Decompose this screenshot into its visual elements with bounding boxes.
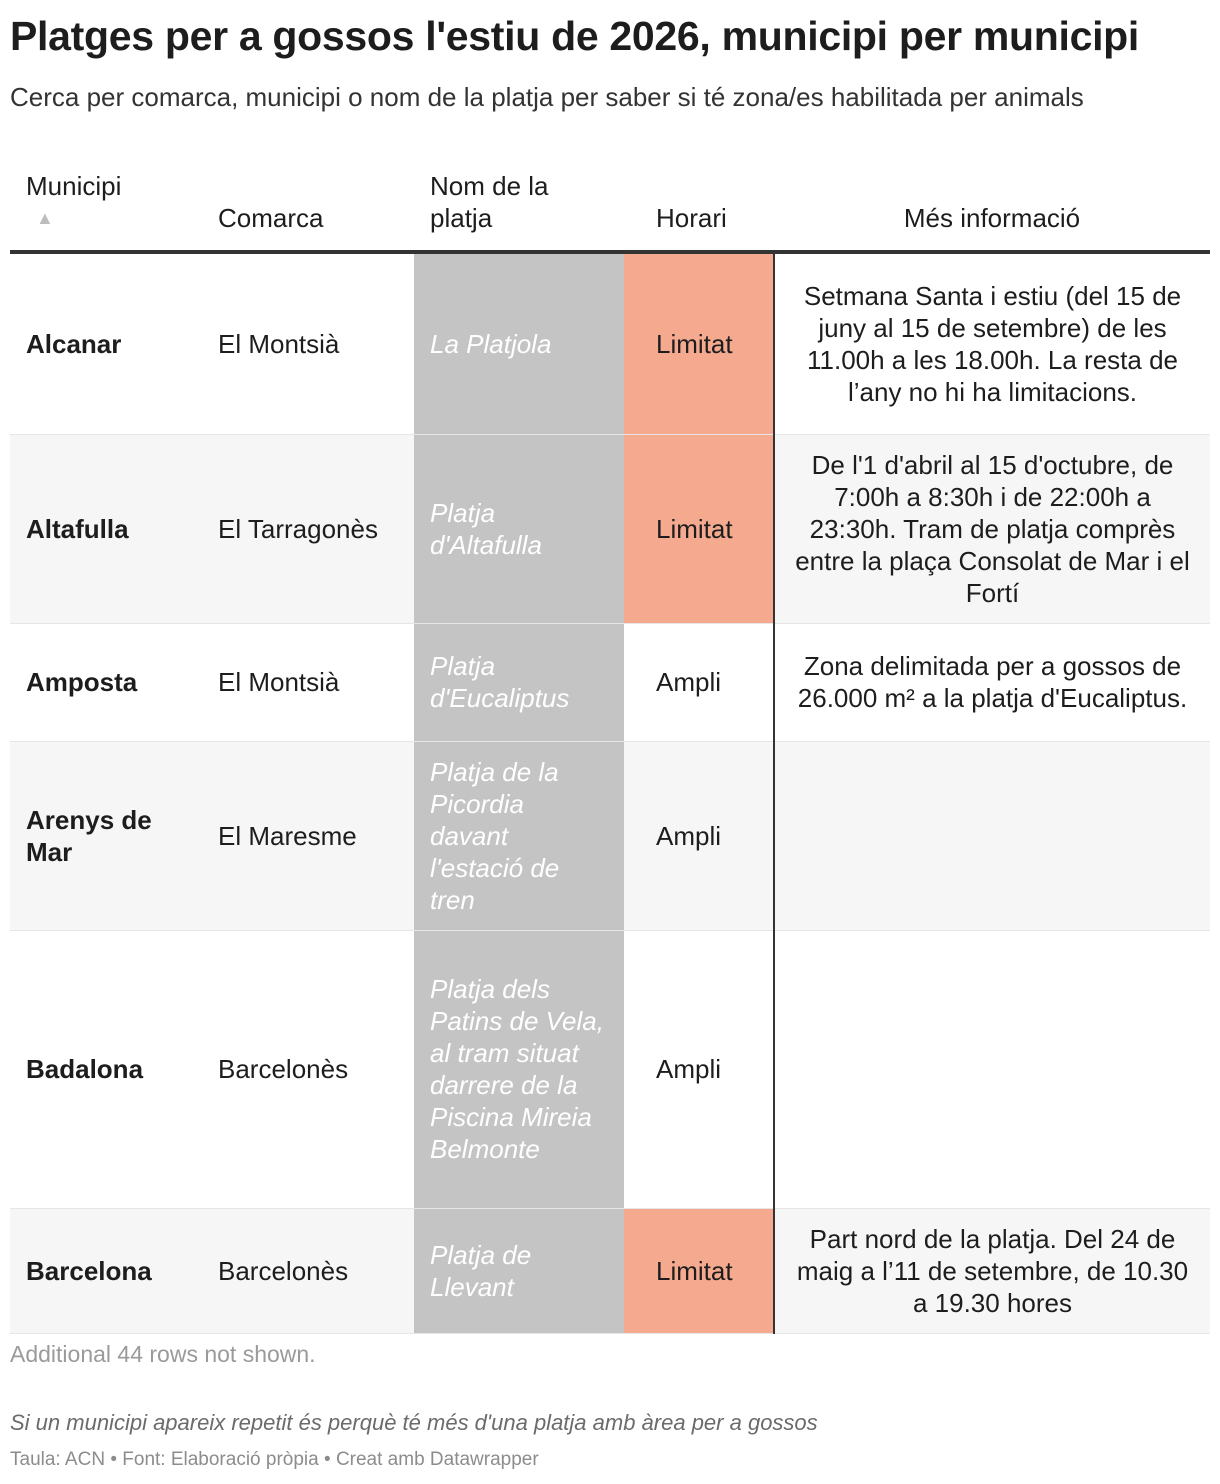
cell-municipi: Alcanar bbox=[10, 252, 202, 434]
cell-horari: Ampli bbox=[624, 741, 774, 930]
cell-horari: Limitat bbox=[624, 1208, 774, 1333]
byline-font: Font: Elaboració pròpia bbox=[122, 1449, 319, 1470]
cell-platja: Platja dels Patins de Vela, al tram situat darrere de la Piscina Mireia Belmonte bbox=[414, 930, 624, 1208]
table-notes: Additional 44 rows not shown. bbox=[10, 1341, 316, 1367]
cell-municipi: Arenys de Mar bbox=[10, 741, 202, 930]
header-municipi-label: Municipi bbox=[26, 171, 122, 201]
chart-subtitle: Cerca per comarca, municipi o nom de la platja per saber si té zona/es habilitada per animals bbox=[10, 82, 1084, 112]
header-info[interactable]: Més informació bbox=[774, 160, 1210, 252]
cell-info: Part nord de la platja. Del 24 de maig a l’11 de setembre, de 10.30 a 19.30 hores bbox=[774, 1208, 1210, 1333]
cell-municipi: Altafulla bbox=[10, 434, 202, 623]
byline-creat[interactable]: Creat amb Datawrapper bbox=[335, 1449, 539, 1470]
table-row bbox=[10, 623, 1210, 741]
byline-taula: Taula: ACN bbox=[10, 1449, 106, 1470]
cell-info: Zona delimitada per a gossos de 26.000 m² a la platja d'Eucaliptus. bbox=[774, 623, 1210, 741]
header-municipi[interactable] bbox=[10, 160, 202, 252]
byline-separator: • bbox=[324, 1449, 336, 1470]
cell-platja: Platja de la Picordia davant l'estació de tren bbox=[414, 741, 624, 930]
table-row bbox=[10, 252, 1210, 434]
chart-title: Platges per a gossos l'estiu de 2026, municipi per municipi bbox=[10, 13, 1140, 59]
cell-comarca: Barcelonès bbox=[202, 930, 414, 1208]
cell-comarca: El Montsià bbox=[202, 623, 414, 741]
table-row bbox=[10, 741, 1210, 930]
cell-municipi: Amposta bbox=[10, 623, 202, 741]
table-row bbox=[10, 1208, 1210, 1333]
header-platja[interactable]: Nom de la platja bbox=[414, 160, 624, 252]
cell-info bbox=[774, 741, 1210, 930]
header-comarca[interactable]: Comarca bbox=[202, 160, 414, 252]
table-row bbox=[10, 930, 1210, 1208]
cell-municipi: Barcelona bbox=[10, 1208, 202, 1333]
cell-platja: Platja d'Altafulla bbox=[414, 434, 624, 623]
cell-platja: Platja d'Eucaliptus bbox=[414, 623, 624, 741]
table-header bbox=[10, 160, 1210, 252]
byline bbox=[10, 1446, 539, 1474]
cell-horari: Limitat bbox=[624, 434, 774, 623]
cell-horari: Ampli bbox=[624, 930, 774, 1208]
cell-platja: La Platjola bbox=[414, 252, 624, 434]
cell-info: De l'1 d'abril al 15 d'octubre, de 7:00h a 8:30h i de 22:00h a 23:30h. Tram de platja comprès entre la plaça Consolat de Mar i el Fortí bbox=[774, 434, 1210, 623]
sort-ascending-icon: ▲ bbox=[36, 208, 54, 228]
byline-separator: • bbox=[110, 1449, 123, 1470]
cell-comarca: Barcelonès bbox=[202, 1208, 414, 1333]
cell-comarca: El Tarragonès bbox=[202, 434, 414, 623]
footnote: Si un municipi apareix repetit és perquè té més d'una platja amb àrea per a gossos bbox=[10, 1410, 818, 1435]
cell-comarca: El Montsià bbox=[202, 252, 414, 434]
table-body bbox=[10, 252, 1210, 1333]
cell-info: Setmana Santa i estiu (del 15 de juny al 15 de setembre) de les 11.00h a les 18.00h. La resta de l’any no hi ha limitacions. bbox=[774, 252, 1210, 434]
table-row bbox=[10, 434, 1210, 623]
cell-comarca: El Maresme bbox=[202, 741, 414, 930]
cell-info bbox=[774, 930, 1210, 1208]
header-horari[interactable]: Horari bbox=[624, 160, 774, 252]
cell-horari: Limitat bbox=[624, 252, 774, 434]
cell-horari: Ampli bbox=[624, 623, 774, 741]
data-table bbox=[10, 160, 1210, 1334]
cell-municipi: Badalona bbox=[10, 930, 202, 1208]
cell-platja: Platja de Llevant bbox=[414, 1208, 624, 1333]
